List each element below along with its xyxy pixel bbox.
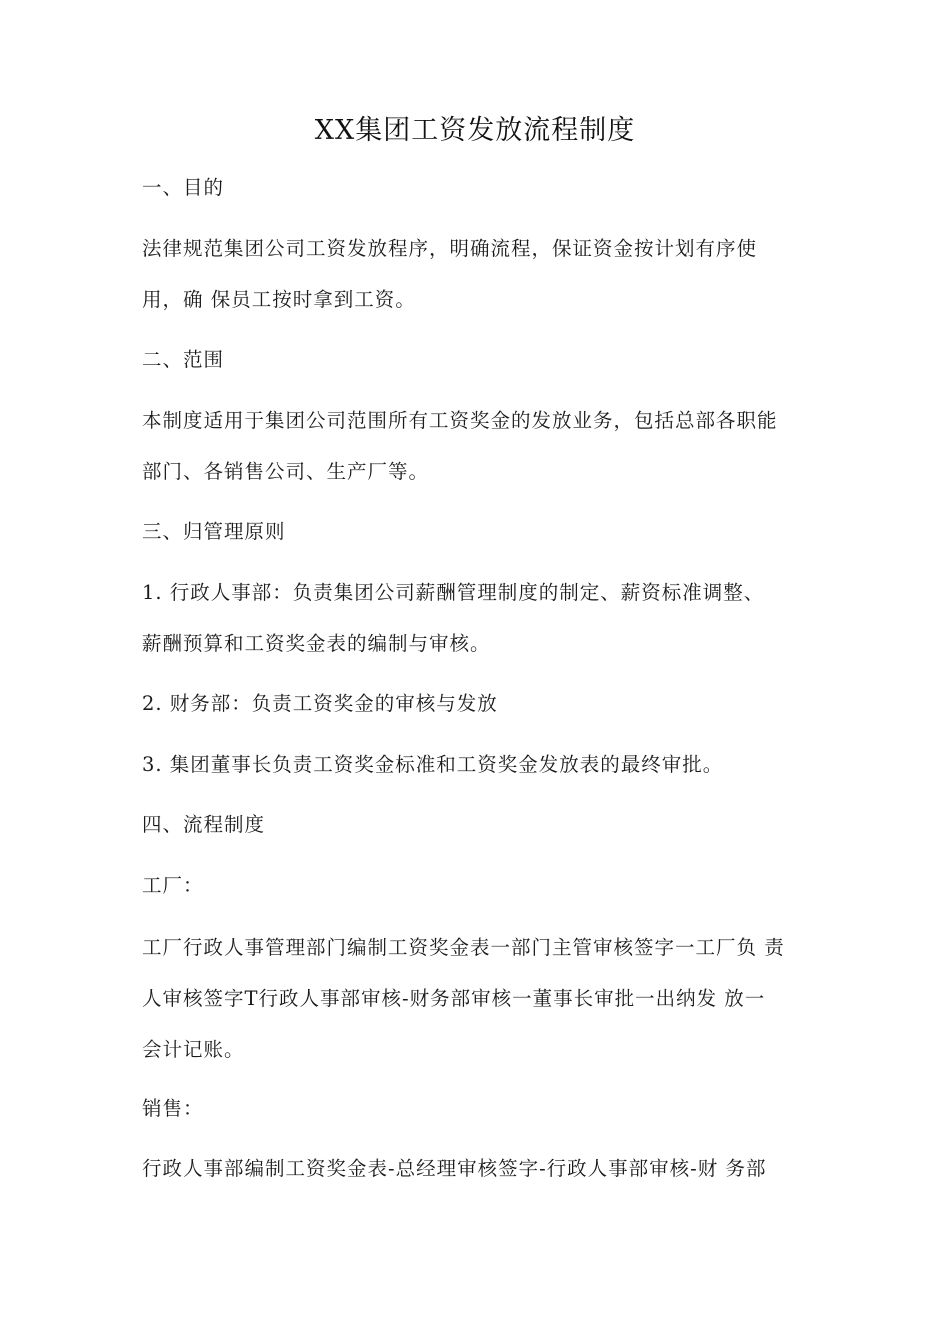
subheading-factory: 工厂： xyxy=(142,874,204,897)
list-item-line: 3. 集团董事长负责工资奖金标准和工资奖金发放表的最终审批。 xyxy=(142,753,724,776)
heading-scope: 二、范围 xyxy=(142,348,225,371)
paragraph-line: 法律规范集团公司工资发放程序，明确流程，保证资金按计划有序使 xyxy=(142,237,758,260)
heading-principles: 三、归管理原则 xyxy=(142,520,286,543)
heading-process: 四、流程制度 xyxy=(142,813,266,836)
paragraph-line: 行政人事部编制工资奖金表-总经理审核签字-行政人事部审核-财 务部 xyxy=(142,1157,767,1180)
heading-purpose: 一、目的 xyxy=(142,176,225,199)
paragraph-line: 工厂行政人事管理部门编制工资奖金表一部门主管审核签字一工厂负 责 xyxy=(142,936,785,959)
list-item-line: 1. 行政人事部：负责集团公司薪酬管理制度的制定、薪资标准调整、 xyxy=(142,581,765,604)
paragraph-line: 人审核签字T行政人事部审核-财务部审核一董事长审批一出纳发 放一 xyxy=(142,987,766,1010)
paragraph-line: 用，确 保员工按时拿到工资。 xyxy=(142,288,416,311)
paragraph-line: 部门、各销售公司、生产厂等。 xyxy=(142,460,430,483)
list-item-line: 2. 财务部：负责工资奖金的审核与发放 xyxy=(142,692,498,715)
paragraph-line: 本制度适用于集团公司范围所有工资奖金的发放业务，包括总部各职能 xyxy=(142,409,778,432)
list-item-line: 薪酬预算和工资奖金表的编制与审核。 xyxy=(142,632,491,655)
subheading-sales: 销售： xyxy=(142,1097,204,1120)
paragraph-line: 会计记账。 xyxy=(142,1038,245,1061)
document-title: XX集团工资发放流程制度 xyxy=(314,115,636,146)
